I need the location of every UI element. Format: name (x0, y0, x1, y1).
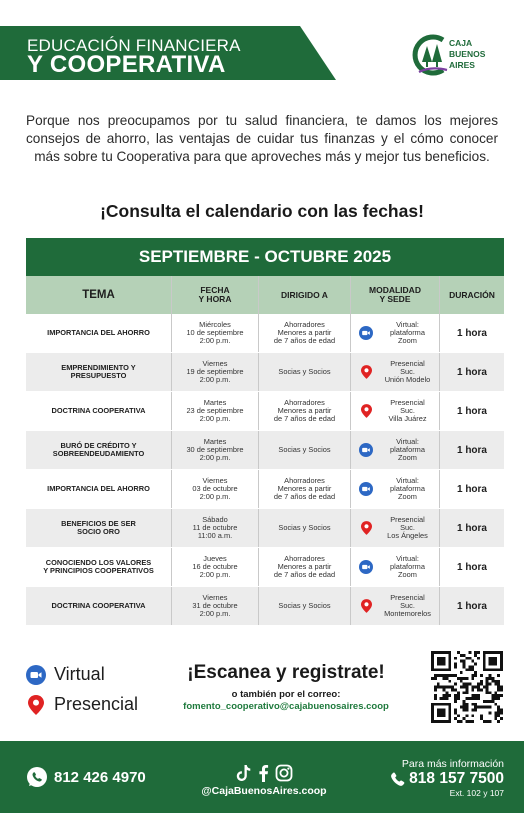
zoom-video-icon (359, 482, 373, 496)
row-fecha: Martes 23 de septiembre 2:00 p.m. (172, 392, 259, 430)
table-title: SEPTIEMBRE - OCTUBRE 2025 (26, 238, 504, 276)
table-header-row (26, 276, 504, 314)
location-pin-icon (26, 695, 46, 715)
register-heading: ¡Escanea y registrate! (187, 662, 385, 683)
zoom-video-icon (26, 665, 46, 685)
row-tema: EMPRENDIMIENTO Y PRESUPUESTO (26, 353, 172, 391)
info-phone[interactable]: 818 157 7500 (390, 770, 504, 788)
row-modalidad (351, 431, 440, 469)
table-row (26, 353, 504, 392)
col-header-tema: TEMA (26, 276, 172, 314)
table-row (26, 314, 504, 353)
zoom-video-icon (359, 443, 373, 457)
social-handle[interactable]: @CajaBuenosAires.coop (201, 785, 327, 797)
row-sede: Presencial Suc. Unión Modelo (384, 359, 431, 384)
table-body (26, 314, 504, 626)
logo-wordmark: CAJA BUENOS AIRES (449, 38, 486, 70)
col-header-duracion: DURACIÓN (449, 289, 495, 300)
instagram-icon[interactable] (275, 764, 293, 782)
location-pin-icon (359, 599, 373, 613)
table-row (26, 509, 504, 548)
table-row (26, 548, 504, 587)
header-title-line1: EDUCACIÓN FINANCIERA (27, 36, 241, 55)
row-fecha: Viernes 19 de septiembre 2:00 p.m. (172, 353, 259, 391)
row-tema: DOCTRINA COOPERATIVA (26, 587, 172, 625)
row-duracion: 1 hora (456, 600, 487, 612)
row-modalidad (351, 587, 440, 625)
row-fecha: Miércoles 10 de septiembre 2:00 p.m. (172, 314, 259, 352)
table-row (26, 587, 504, 626)
row-dirigido: Socias y Socios (259, 509, 351, 547)
tiktok-icon[interactable] (236, 764, 252, 782)
row-tema: IMPORTANCIA DEL AHORRO (26, 470, 172, 508)
row-duracion: 1 hora (456, 561, 487, 573)
row-dirigido: Socias y Socios (259, 431, 351, 469)
row-sede: Virtual: plataforma Zoom (390, 437, 425, 462)
intro-paragraph: Porque nos preocupamos por tu salud financiera, te damos los mejores consejos de ahorro, las ventajas de cuidar tus finanzas y el cómo conocer más sobre tu Cooperativa para que aproveches más y mejor tus beneficios. (26, 113, 498, 164)
row-fecha: Sábado 11 de octubre 11:00 a.m. (172, 509, 259, 547)
info-contact (390, 758, 504, 798)
row-fecha: Martes 30 de septiembre 2:00 p.m. (172, 431, 259, 469)
footer-bar (0, 741, 524, 813)
table-row (26, 470, 504, 509)
registration-qr-code[interactable] (431, 651, 503, 723)
whatsapp-icon (26, 766, 48, 788)
location-pin-icon (359, 521, 373, 535)
row-dirigido: Ahorradores Menores a partir de 7 años de edad (259, 548, 351, 586)
info-label: Para más información (401, 758, 504, 770)
table-row (26, 431, 504, 470)
row-dirigido: Socias y Socios (259, 353, 351, 391)
caja-buenos-aires-logo (411, 32, 507, 76)
row-tema: IMPORTANCIA DEL AHORRO (26, 314, 172, 352)
row-tema: BURÓ DE CRÉDITO Y SOBREENDEUDAMIENTO (26, 431, 172, 469)
location-pin-icon (359, 404, 373, 418)
row-modalidad (351, 548, 440, 586)
row-fecha: Jueves 16 de octubre 2:00 p.m. (172, 548, 259, 586)
col-header-modalidad: MODALIDAD Y SEDE (351, 276, 440, 314)
row-modalidad (351, 470, 440, 508)
row-duracion: 1 hora (456, 327, 487, 339)
row-sede: Presencial Suc. Los Ángeles (387, 515, 428, 540)
zoom-video-icon (359, 560, 373, 574)
info-extensions: Ext. 102 y 107 (449, 788, 504, 798)
whatsapp-number: 812 426 4970 (54, 768, 146, 786)
row-dirigido: Ahorradores Menores a partir de 7 años de edad (259, 392, 351, 430)
facebook-icon[interactable] (258, 764, 269, 782)
row-sede: Virtual: plataforma Zoom (390, 476, 425, 501)
phone-icon (390, 772, 405, 787)
legend-virtual (26, 664, 105, 685)
row-duracion: 1 hora (456, 366, 487, 378)
row-sede: Presencial Suc. Montemorelos (384, 593, 431, 618)
logo-emblem-icon (411, 32, 451, 76)
whatsapp-contact[interactable] (26, 766, 146, 788)
row-sede: Virtual: plataforma Zoom (390, 554, 425, 579)
row-fecha: Viernes 03 de octubre 2:00 p.m. (172, 470, 259, 508)
row-tema: BENEFICIOS DE SER SOCIO ORO (26, 509, 172, 547)
row-tema: CONOCIENDO LOS VALORES Y PRINCIPIOS COOPERATIVOS (26, 548, 172, 586)
legend-virtual-label: Virtual (54, 664, 105, 684)
row-duracion: 1 hora (456, 483, 487, 495)
social-media (186, 763, 342, 797)
legend-presencial (26, 694, 138, 715)
col-header-dirigido: DIRIGIDO A (259, 276, 351, 314)
row-dirigido: Socias y Socios (259, 587, 351, 625)
schedule-table (26, 238, 504, 626)
header-title-line2: Y COOPERATIVA (27, 51, 226, 78)
legend-presencial-label: Presencial (54, 694, 139, 714)
row-duracion: 1 hora (456, 522, 487, 534)
location-pin-icon (359, 365, 373, 379)
row-duracion: 1 hora (456, 444, 487, 456)
row-sede: Virtual: plataforma Zoom (390, 320, 425, 345)
row-duracion: 1 hora (456, 405, 487, 417)
row-dirigido: Ahorradores Menores a partir de 7 años de edad (259, 470, 351, 508)
row-modalidad (351, 392, 440, 430)
row-fecha: Viernes 31 de octubre 2:00 p.m. (172, 587, 259, 625)
register-subtitle: o también por el correo: (231, 689, 341, 700)
col-header-fecha: FECHA Y HORA (172, 276, 259, 314)
zoom-video-icon (359, 326, 373, 340)
table-row (26, 392, 504, 431)
row-modalidad (351, 353, 440, 391)
row-dirigido: Ahorradores Menores a partir de 7 años de edad (259, 314, 351, 352)
row-modalidad (351, 314, 440, 352)
register-email-link[interactable]: fomento_cooperativo@cajabuenosaires.coop (183, 701, 389, 712)
row-modalidad (351, 509, 440, 547)
row-sede: Presencial Suc. Villa Juárez (388, 398, 427, 423)
row-tema: DOCTRINA COOPERATIVA (26, 392, 172, 430)
calendar-heading: ¡Consulta el calendario con las fechas! (100, 201, 424, 221)
